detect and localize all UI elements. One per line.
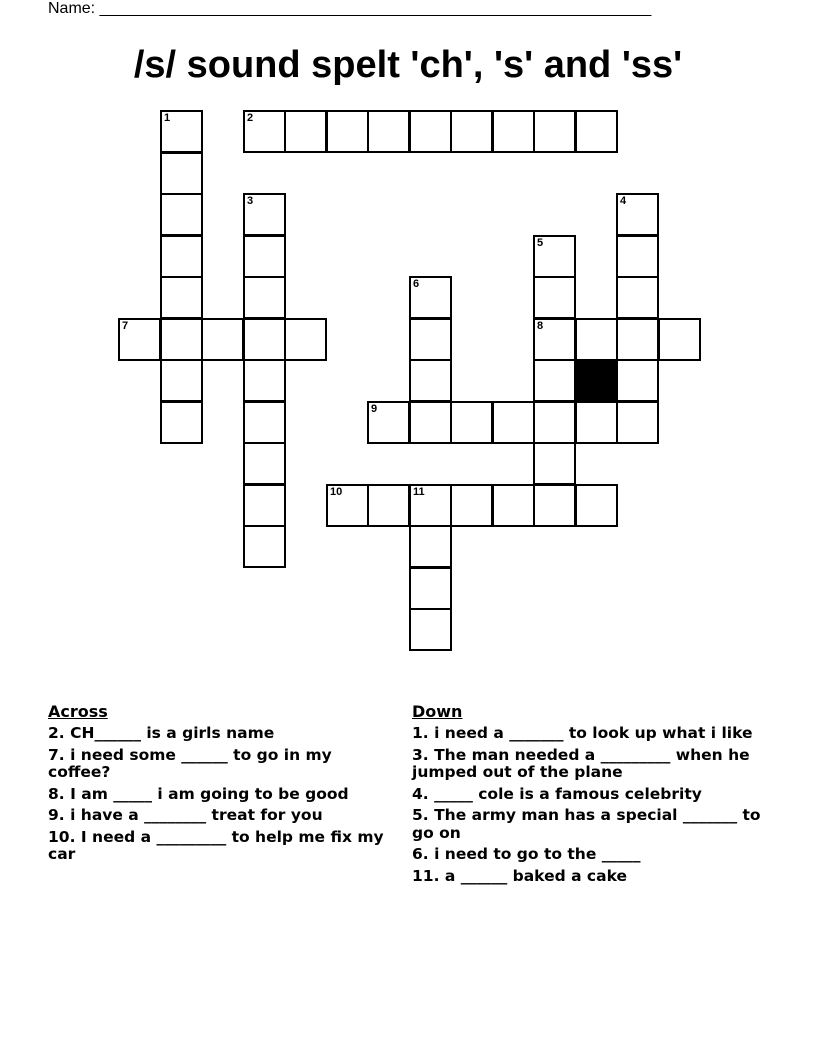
clue-number: 4	[620, 195, 627, 207]
crossword-cell[interactable]	[616, 359, 659, 402]
crossword-cell[interactable]	[201, 318, 244, 361]
crossword-cell[interactable]	[326, 110, 369, 153]
crossword-cell[interactable]	[492, 484, 535, 527]
crossword-cell[interactable]	[533, 401, 576, 444]
crossword-cell[interactable]	[450, 110, 493, 153]
crossword-cell[interactable]	[409, 484, 452, 527]
crossword-cell[interactable]	[658, 318, 701, 361]
across-clue: 10. I need a _________ to help me fix my car	[48, 827, 384, 863]
crossword-cell[interactable]	[450, 484, 493, 527]
down-clues	[412, 702, 762, 885]
crossword-cell[interactable]	[160, 318, 203, 361]
crossword-cell[interactable]	[616, 235, 659, 278]
crossword-cell[interactable]	[160, 193, 203, 236]
clue-number: 3	[247, 195, 254, 207]
clue-number: 1	[164, 112, 171, 124]
crossword-cell[interactable]	[367, 401, 410, 444]
down-clue: 11. a ______ baked a cake	[412, 866, 627, 885]
crossword-cell[interactable]	[492, 110, 535, 153]
crossword-cell[interactable]	[243, 484, 286, 527]
crossword-cell[interactable]	[575, 318, 618, 361]
clue-number: 8	[537, 320, 544, 332]
across-heading: Across	[48, 702, 108, 721]
clue-number: 2	[247, 112, 254, 124]
crossword-cell[interactable]	[243, 401, 286, 444]
crossword-cell[interactable]	[616, 276, 659, 319]
down-clue: 6. i need to go to the _____	[412, 845, 641, 863]
across-clue: 8. I am _____ i am going to be good	[48, 784, 349, 803]
crossword-cell[interactable]	[616, 193, 659, 236]
crossword-cell[interactable]	[243, 276, 286, 319]
crossword-cell[interactable]	[409, 608, 452, 651]
page-title: /s/ sound spelt 'ch', 's' and 'ss'	[133, 44, 683, 86]
crossword-cell[interactable]	[492, 401, 535, 444]
crossword-cell[interactable]	[409, 525, 452, 568]
crossword-cell[interactable]	[409, 318, 452, 361]
down-clue: 5. The army man has a special _______ to go on	[412, 806, 761, 842]
crossword-cell[interactable]	[160, 359, 203, 402]
crossword-cell[interactable]	[409, 110, 452, 153]
clue-number: 6	[413, 278, 420, 290]
clue-number: 5	[537, 237, 544, 249]
crossword-cell[interactable]	[243, 110, 286, 153]
crossword-cell[interactable]	[367, 110, 410, 153]
crossword-cell[interactable]	[160, 235, 203, 278]
crossword-cell[interactable]	[160, 152, 203, 195]
crossword-cell[interactable]	[450, 401, 493, 444]
crossword-cell[interactable]	[575, 110, 618, 153]
crossword-cell[interactable]	[575, 484, 618, 527]
crossword-cell[interactable]	[284, 110, 327, 153]
crossword-cell[interactable]	[409, 401, 452, 444]
crossword-cell[interactable]	[160, 401, 203, 444]
across-clue: 9. i have a ________ treat for you	[48, 806, 323, 824]
crossword-cell[interactable]	[243, 193, 286, 236]
crossword-black-cell	[575, 359, 618, 402]
crossword-cell[interactable]	[533, 359, 576, 402]
crossword-cell[interactable]	[243, 442, 286, 485]
crossword-cell[interactable]	[160, 276, 203, 319]
crossword-cell[interactable]	[616, 401, 659, 444]
clue-number: 10	[330, 486, 343, 498]
crossword-cell[interactable]	[533, 318, 576, 361]
crossword-cell[interactable]	[409, 567, 452, 610]
down-clue: 4. _____ cole is a famous celebrity	[412, 784, 702, 803]
across-clue: 7. i need some ______ to go in my coffee?	[48, 745, 332, 781]
clue-number: 7	[122, 320, 129, 332]
down-clue: 1. i need a _______ to look up what i like	[412, 724, 753, 742]
crossword-cell[interactable]	[533, 110, 576, 153]
crossword-cell[interactable]	[243, 359, 286, 402]
crossword-cell[interactable]	[575, 401, 618, 444]
down-clue: 3. The man needed a _________ when he jumped out of the plane	[412, 745, 750, 781]
crossword-cell[interactable]	[409, 276, 452, 319]
clue-number: 11	[413, 486, 425, 498]
crossword-cell[interactable]	[284, 318, 327, 361]
across-clue: 2. CH______ is a girls name	[48, 724, 275, 742]
crossword-cell[interactable]	[243, 525, 286, 568]
crossword-cell[interactable]	[533, 276, 576, 319]
crossword-cell[interactable]	[533, 235, 576, 278]
crossword-cell[interactable]	[367, 484, 410, 527]
crossword-cell[interactable]	[243, 318, 286, 361]
crossword-cell[interactable]	[243, 235, 286, 278]
crossword-cell[interactable]	[409, 359, 452, 402]
crossword-cell[interactable]	[118, 318, 161, 361]
crossword-cell[interactable]	[160, 110, 203, 153]
clue-number: 9	[371, 403, 378, 415]
crossword-cell[interactable]	[326, 484, 369, 527]
crossword-cell[interactable]	[533, 484, 576, 527]
down-heading: Down	[412, 702, 463, 721]
crossword-cell[interactable]	[533, 442, 576, 485]
name-line: Name: ______________________________________________________________	[48, 0, 652, 17]
across-clues	[48, 702, 388, 864]
crossword-cell[interactable]	[616, 318, 659, 361]
